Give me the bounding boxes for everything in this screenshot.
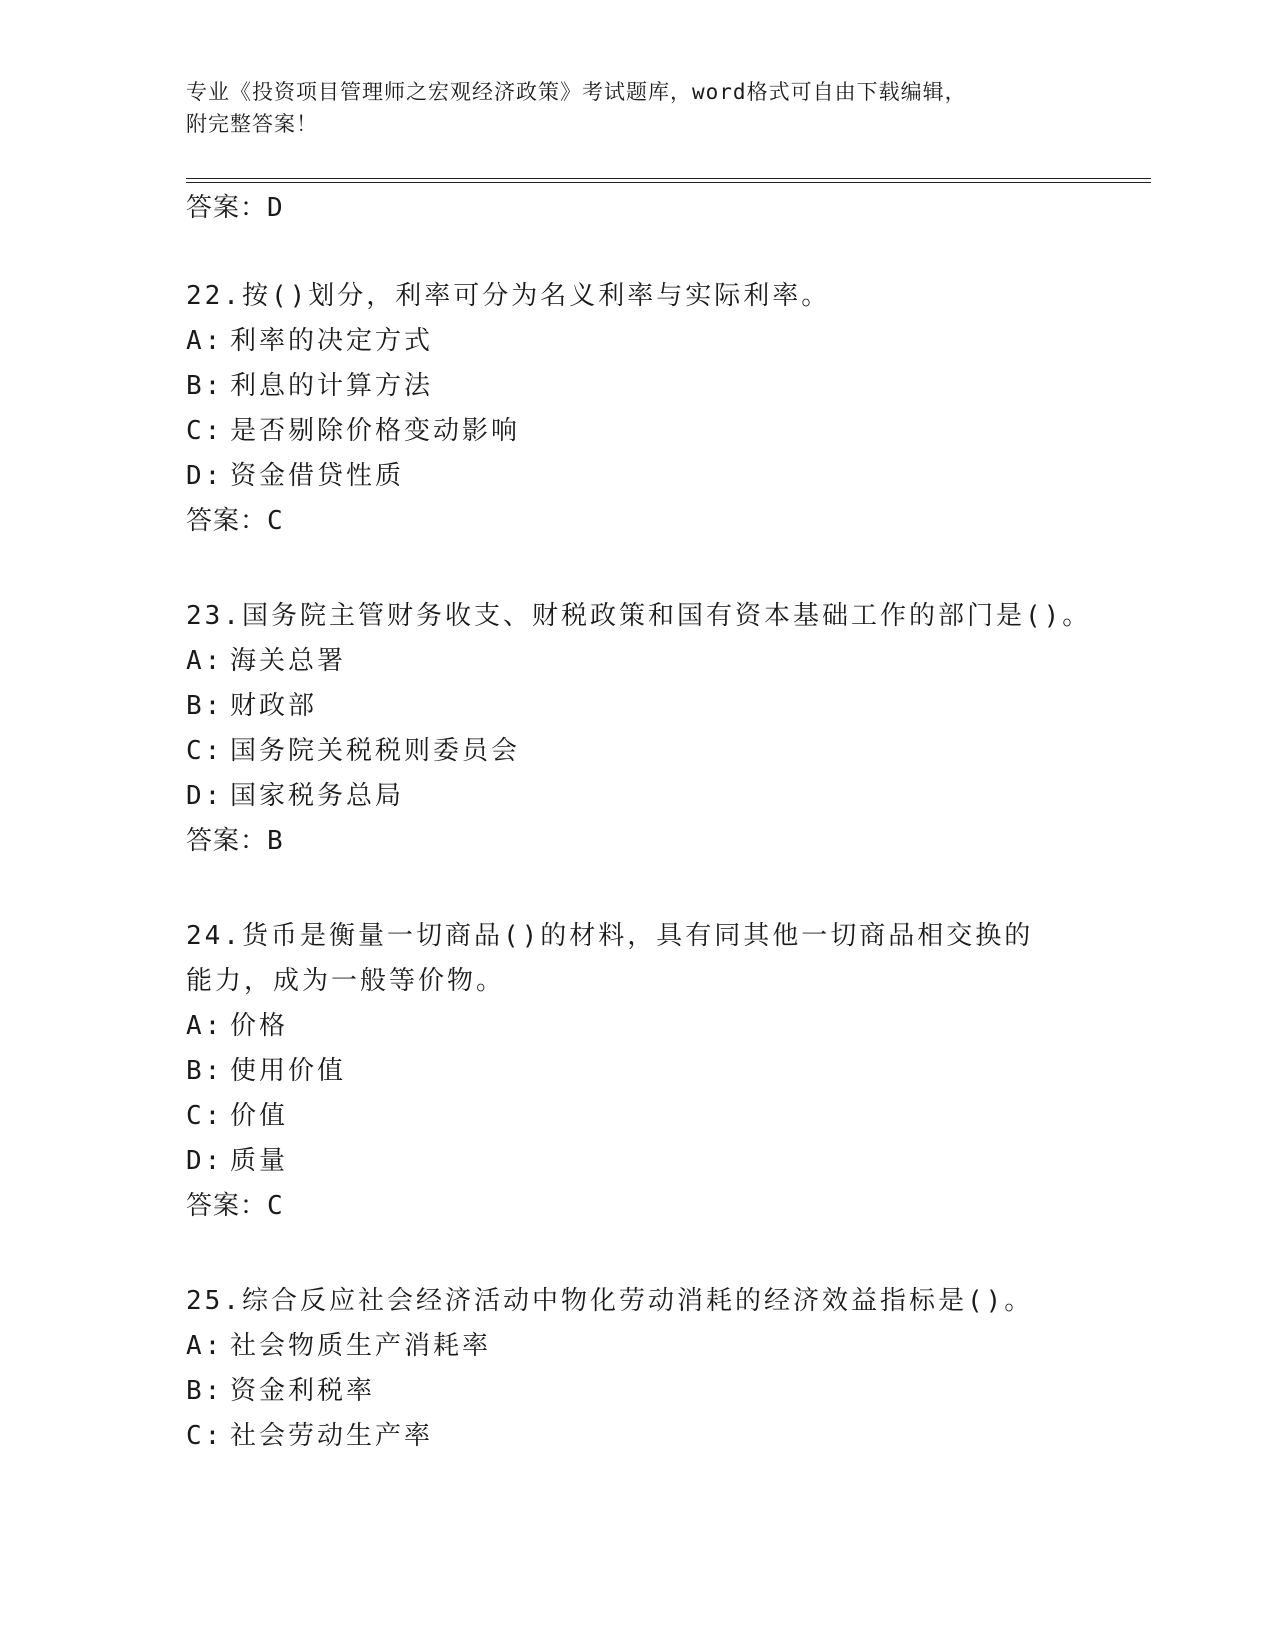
option-a [186, 1324, 1151, 1369]
option-d [186, 1139, 1151, 1184]
previous-answer: 答案：D [186, 193, 284, 223]
option-text: 海关总署 [230, 646, 347, 676]
option-c [186, 729, 1151, 774]
option-a [186, 1004, 1151, 1049]
option-key: A: [186, 1331, 224, 1361]
option-key: C: [186, 1421, 224, 1451]
question-item [186, 274, 1151, 544]
header-divider [186, 178, 1151, 183]
option-b [186, 1369, 1151, 1414]
option-text: 使用价值 [230, 1056, 347, 1086]
option-text: 价值 [230, 1101, 289, 1131]
option-d [186, 454, 1151, 499]
question-stem: 23.国务院主管财务收支、财税政策和国有资本基础工作的部门是()。 [186, 601, 1092, 631]
option-key: D: [186, 461, 224, 491]
option-text: 社会物质生产消耗率 [230, 1331, 492, 1361]
option-key: D: [186, 781, 224, 811]
question-answer: 答案：B [186, 826, 284, 856]
option-key: C: [186, 416, 224, 446]
option-text: 国务院关税税则委员会 [230, 736, 521, 766]
question-item [186, 594, 1151, 864]
option-key: A: [186, 1011, 224, 1041]
option-key: B: [186, 1056, 224, 1086]
header-line-2: 附完整答案！ [186, 112, 318, 136]
option-text: 国家税务总局 [230, 781, 405, 811]
header-line-1: 专业《投资项目管理师之宏观经济政策》考试题库，word格式可自由下载编辑， [186, 80, 967, 104]
option-a [186, 319, 1151, 364]
question-stem: 22.按()划分，利率可分为名义利率与实际利率。 [186, 281, 831, 311]
option-c [186, 1414, 1151, 1459]
question-stem: 25.综合反应社会经济活动中物化劳动消耗的经济效益指标是()。 [186, 1286, 1034, 1316]
option-text: 利息的计算方法 [230, 371, 434, 401]
question-answer: 答案：C [186, 506, 284, 536]
option-c [186, 409, 1151, 454]
option-key: B: [186, 371, 224, 401]
option-text: 资金借贷性质 [230, 461, 405, 491]
option-text: 利率的决定方式 [230, 326, 434, 356]
option-b [186, 1049, 1151, 1094]
option-d [186, 774, 1151, 819]
option-text: 价格 [230, 1011, 289, 1041]
option-b [186, 364, 1151, 409]
question-answer: 答案：C [186, 1191, 284, 1221]
option-key: B: [186, 1376, 224, 1406]
option-text: 财政部 [230, 691, 318, 721]
option-text: 质量 [230, 1146, 289, 1176]
question-item [186, 914, 1151, 1229]
option-c [186, 1094, 1151, 1139]
option-key: B: [186, 691, 224, 721]
question-stem: 24.货币是衡量一切商品()的材料，具有同其他一切商品相交换的能力，成为一般等价物。 [186, 921, 1034, 996]
option-text: 是否剔除价格变动影响 [230, 416, 521, 446]
option-b [186, 684, 1151, 729]
option-key: A: [186, 326, 224, 356]
option-text: 社会劳动生产率 [230, 1421, 434, 1451]
option-key: A: [186, 646, 224, 676]
option-key: D: [186, 1146, 224, 1176]
option-text: 资金利税率 [230, 1376, 376, 1406]
question-item [186, 1279, 1151, 1459]
document-header [186, 76, 1066, 140]
option-key: C: [186, 1101, 224, 1131]
option-a [186, 639, 1151, 684]
question-list [186, 192, 1151, 1509]
option-key: C: [186, 736, 224, 766]
